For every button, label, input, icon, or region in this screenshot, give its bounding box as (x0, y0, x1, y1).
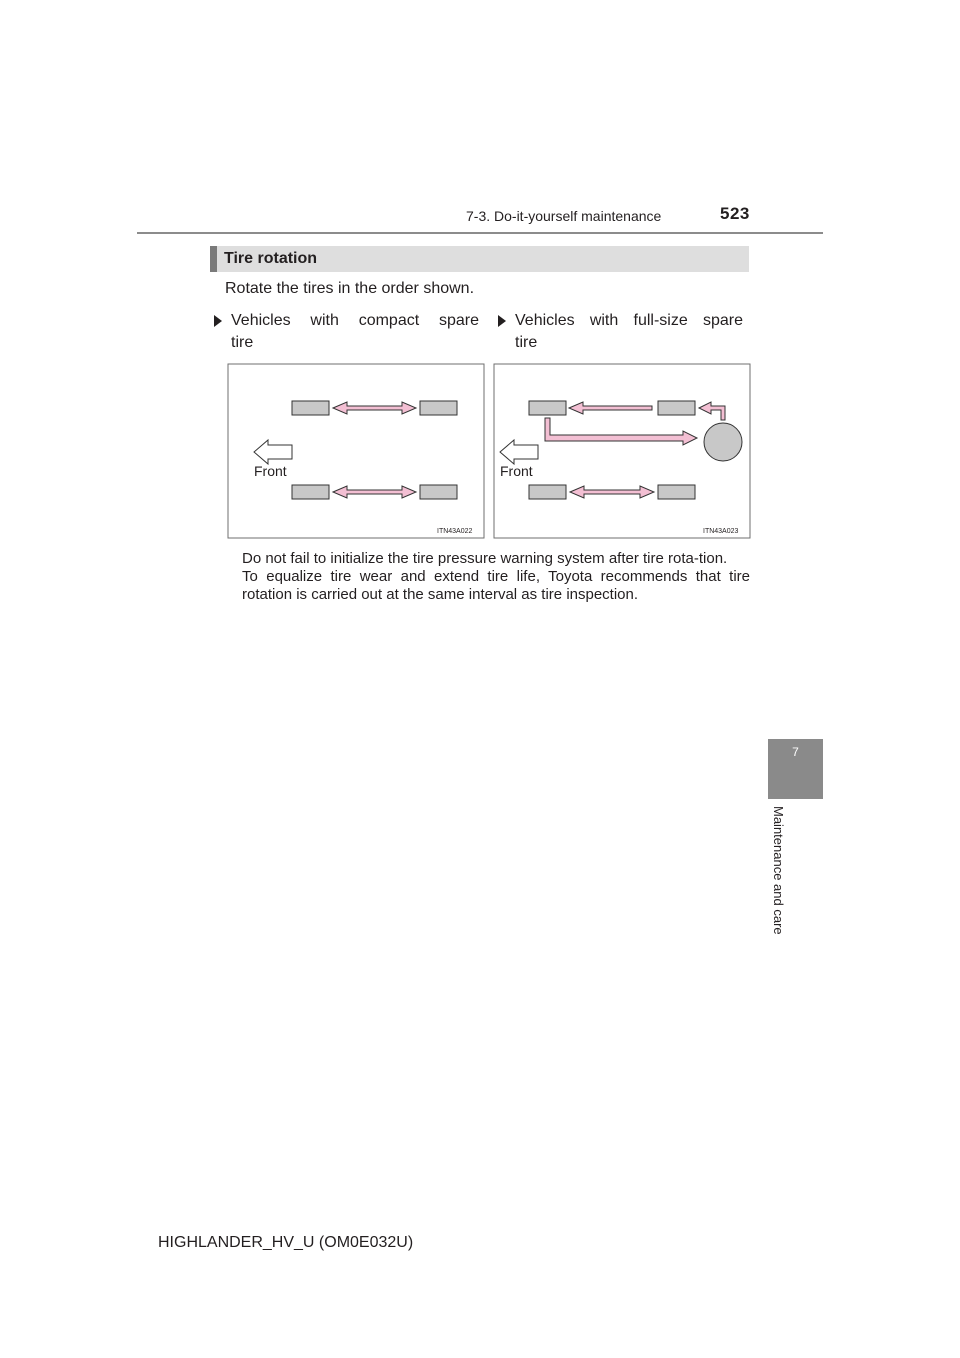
note-line-2: To equalize tire wear and extend tire life, Toyota recommends that tire rotation is carried out at the same interval as tire inspection. (242, 568, 750, 603)
intro-text: Rotate the tires in the order shown. (225, 280, 475, 297)
tire-rear-right (658, 485, 695, 499)
note-line-1: Do not fail to initialize the tire pressure warning system after tire rota-tion. (242, 550, 728, 567)
front-label: Front (500, 463, 533, 479)
chapter-tab (768, 739, 823, 799)
header-section-title: 7-3. Do-it-yourself maintenance (466, 208, 662, 224)
tire-front-right (529, 485, 566, 499)
tire-front-left (529, 401, 566, 415)
variant-compact-line2: tire (231, 334, 254, 351)
front-label: Front (254, 463, 287, 479)
figure-code: ITN43A022 (437, 528, 473, 535)
chapter-number: 7 (792, 745, 799, 759)
page-number: 523 (720, 204, 750, 223)
tire-rear-left (658, 401, 695, 415)
chapter-side-label (771, 806, 789, 952)
variant-fullsize-line1: Vehicles with full-size spare (515, 312, 743, 329)
section-title: Tire rotation (224, 250, 318, 267)
variant-compact-line1: Vehicles with compact spare (231, 312, 479, 329)
tire-front-right (292, 485, 329, 499)
chapter-label: Maintenance and care (771, 806, 786, 935)
tire-rear-left (420, 401, 457, 415)
footer-model-code: HIGHLANDER_HV_U (OM0E032U) (158, 1234, 414, 1251)
tire-front-left (292, 401, 329, 415)
tire-rear-right (420, 485, 457, 499)
maintenance-note (242, 550, 750, 604)
figure-code: ITN43A023 (703, 528, 739, 535)
variant-fullsize-line2: tire (515, 334, 538, 351)
spare-tire (704, 423, 742, 461)
